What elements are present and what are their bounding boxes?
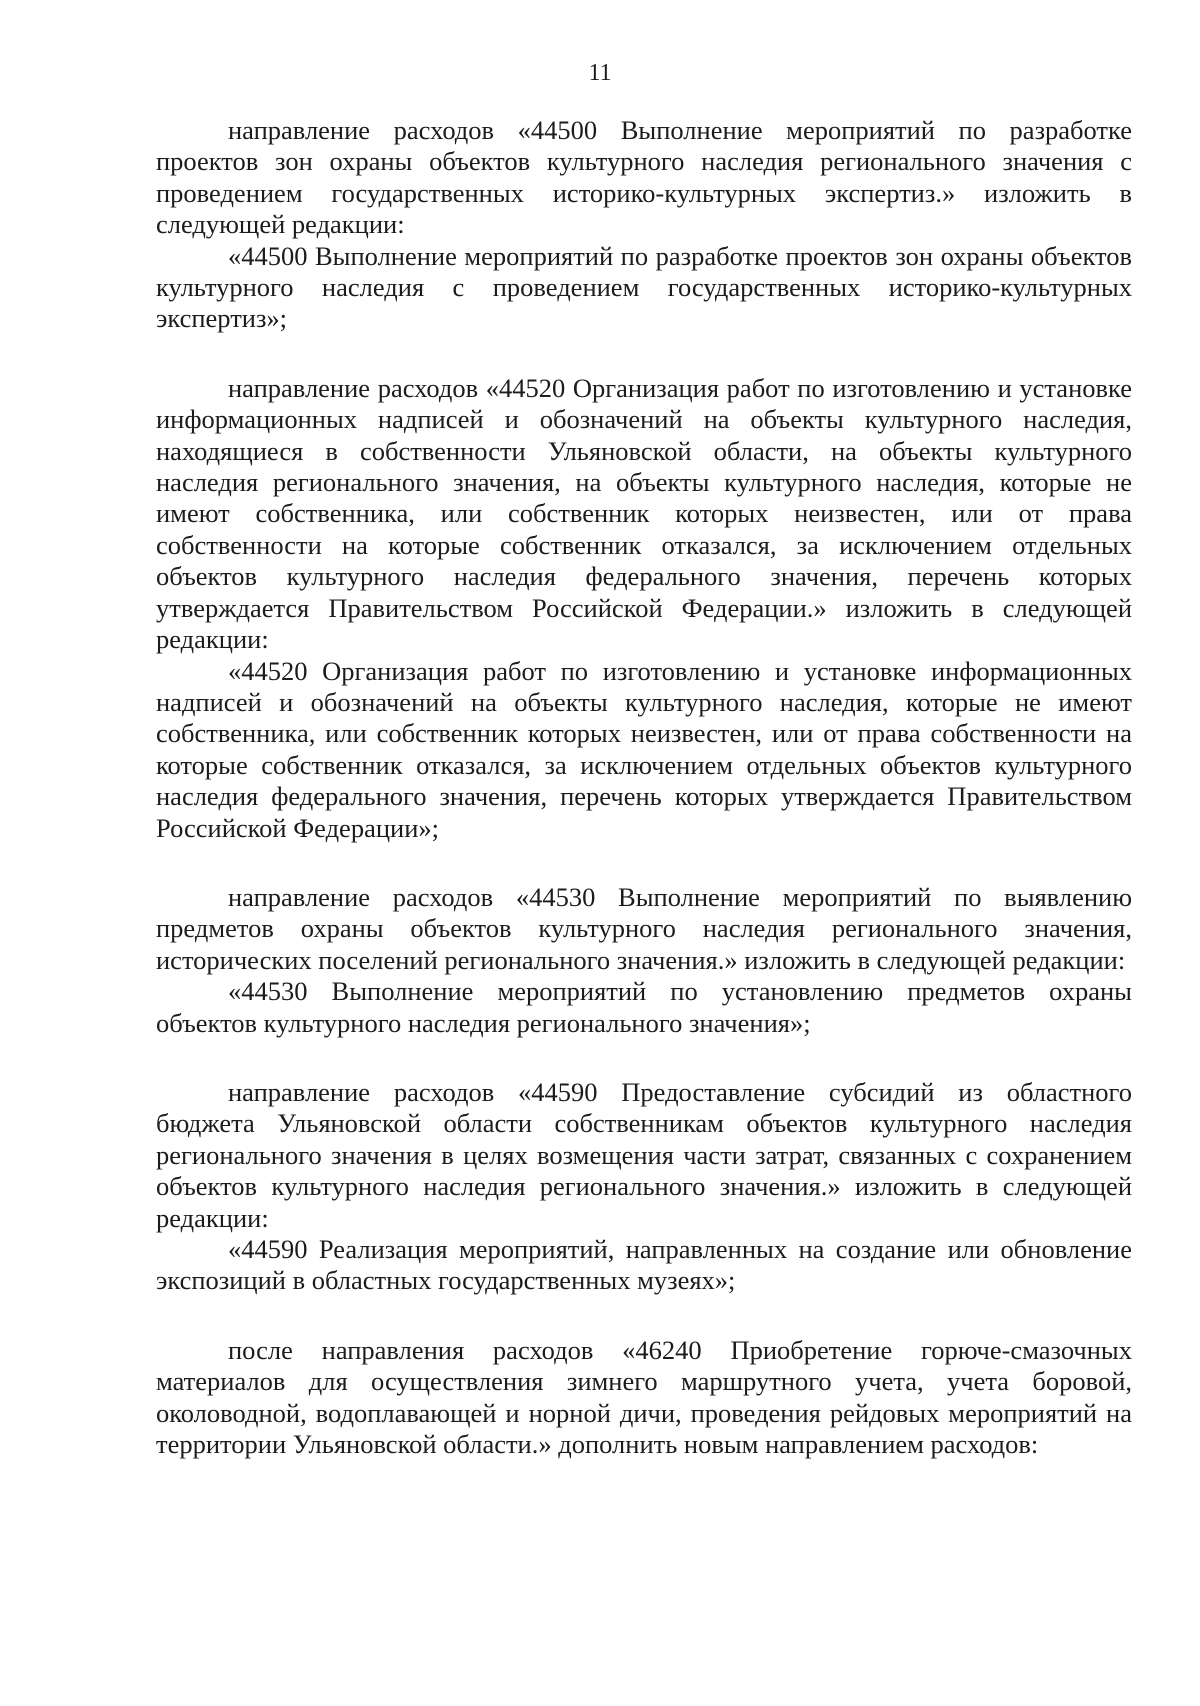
page-number: 11 [588, 60, 612, 86]
amendment-intro: направление расходов «44530 Выполнение мероприятий по выявлению предметов охраны объектов культурного наследия регионального значения, исторических поселений регионального значения.» изложить в следующей редакции: [156, 881, 1132, 975]
amendment-intro: после направления расходов «46240 Приобретение горюче-смазочных материалов для осуществления зимнего маршрутного учета, учета боровой, околоводной, водоплавающей и норной дичи, проведения рейдовых мероприятий на территории Ульяновской области.» дополнить новым направлением расходов: [156, 1334, 1132, 1460]
amendment-replacement: «44590 Реализация мероприятий, направленных на создание или обновление экспозиций в областных государственных музеях»; [156, 1234, 1132, 1296]
document-body [156, 115, 1132, 1460]
amendment-44590 [156, 1077, 1132, 1297]
amendment-44500 [156, 115, 1132, 335]
amendment-44520 [156, 373, 1132, 844]
amendment-replacement: «44520 Организация работ по изготовлению и установке информационных надписей и обозначений на объекты культурного наследия, которые не имеют собственника, или собственник которых неизвестен, или от права собственности на которые собственник отказался, за исключением отдельных объектов культурного наследия федерального значения, перечень которых утверждается Правительством Российской Федерации»; [156, 655, 1132, 843]
amendment-44530 [156, 882, 1132, 1039]
amendment-intro: направление расходов «44500 Выполнение мероприятий по разработке проектов зон охраны объектов культурного наследия регионального значения с проведением государственных историко-культурных экспертиз.» изложить в следующей редакции: [156, 115, 1132, 240]
amendment-46240 [156, 1335, 1132, 1461]
amendment-intro: направление расходов «44520 Организация работ по изготовлению и установке информационных надписей и обозначений на объекты культурного наследия, находящиеся в собственности Ульяновской области, на объекты культурного наследия регионального значения, на объекты культурного наследия, которые не имеют собственника, или собственник которых неизвестен, или от права собственности на которые собственник отказался, за исключением отдельных объектов культурного наследия федерального значения, перечень которых утверждается Правительством Российской Федерации.» изложить в следующей редакции: [156, 372, 1132, 655]
amendment-replacement: «44530 Выполнение мероприятий по установлению предметов охраны объектов культурного наследия регионального значения»; [156, 976, 1132, 1038]
amendment-intro: направление расходов «44590 Предоставление субсидий из областного бюджета Ульяновской области собственникам объектов культурного наследия регионального значения в целях возмещения части затрат, связанных с сохранением объектов культурного наследия регионального значения.» изложить в следующей редакции: [156, 1076, 1132, 1233]
amendment-replacement: «44500 Выполнение мероприятий по разработке проектов зон охраны объектов культурного наследия с проведением государственных историко-культурных экспертиз»; [156, 240, 1132, 334]
